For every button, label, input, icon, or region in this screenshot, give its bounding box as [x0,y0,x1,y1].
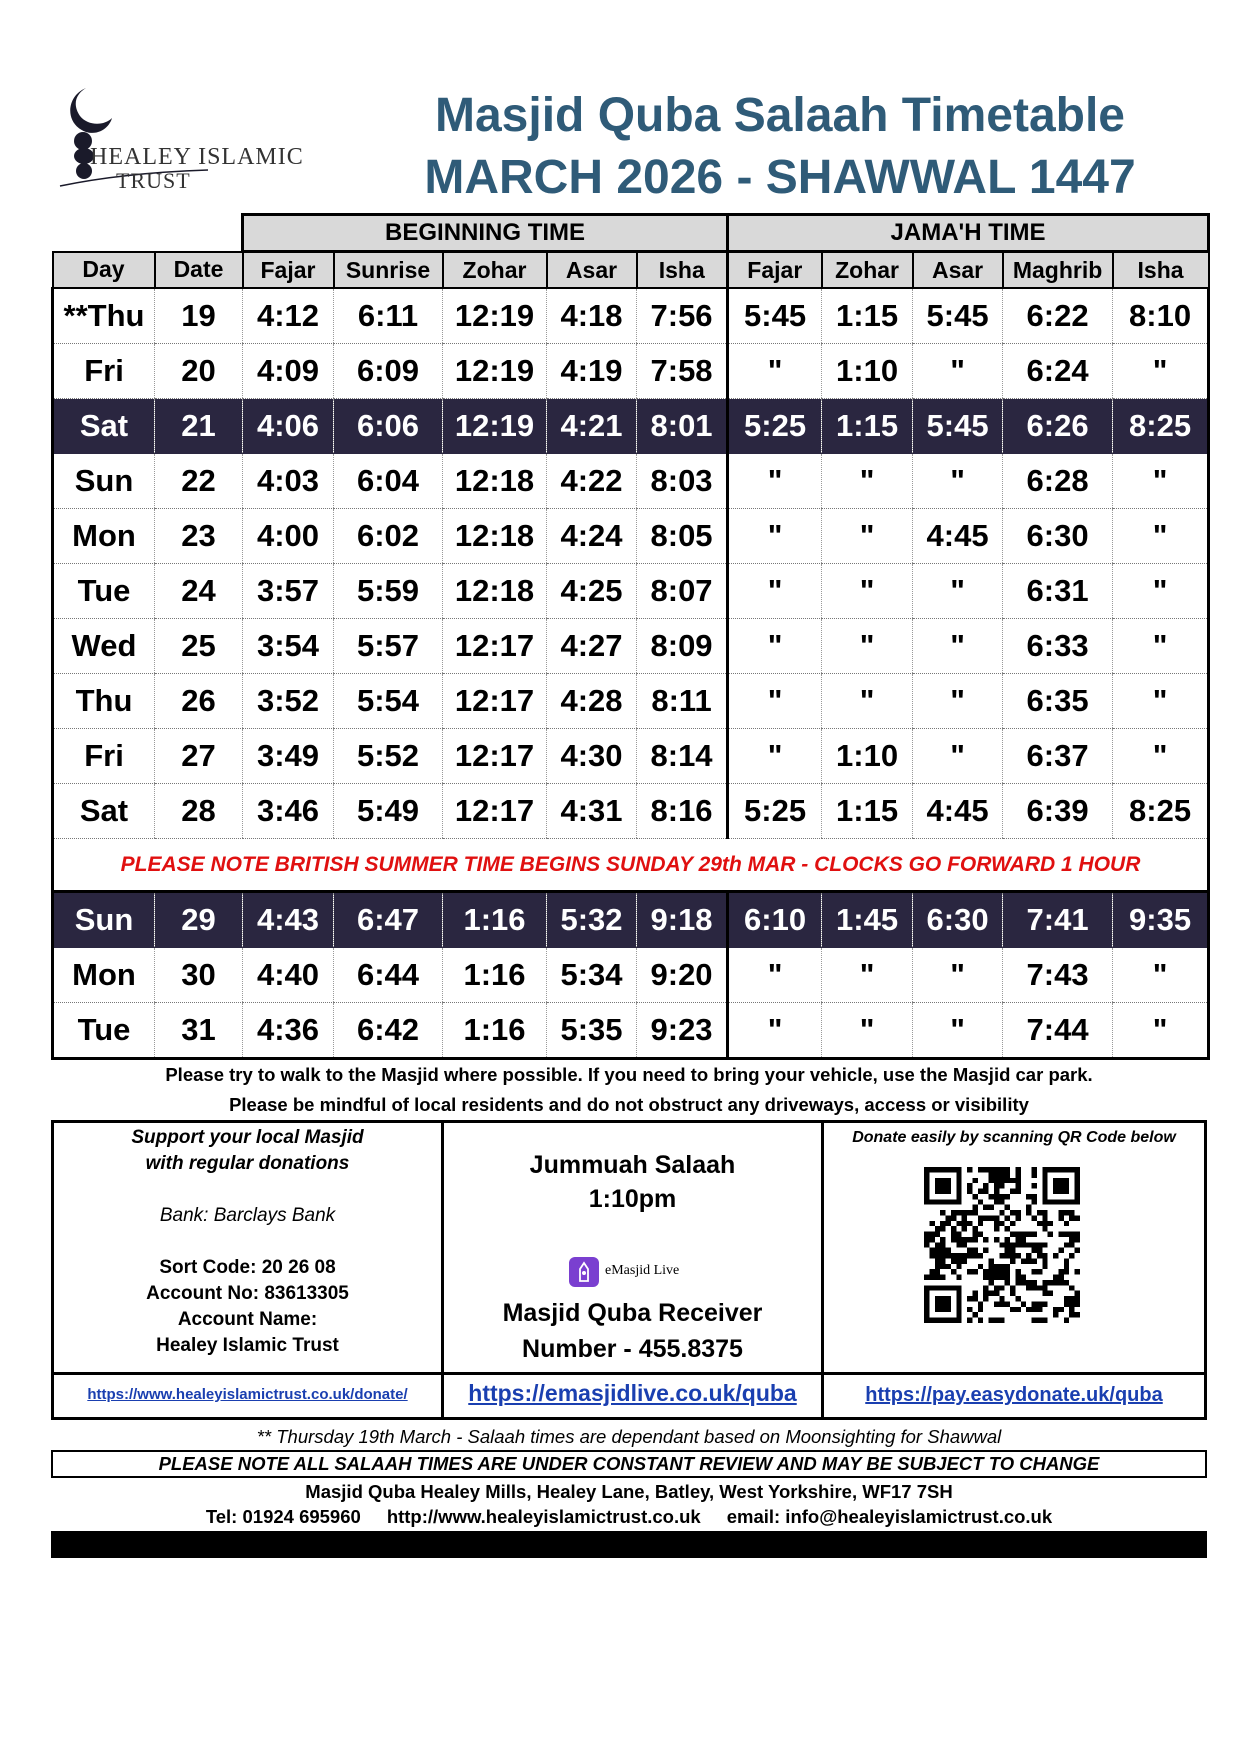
jummuah-box [444,1123,824,1417]
cell-day: Sat [53,399,155,454]
cell-maghrib-jamah: 6:37 [1003,729,1113,784]
col-header-asar-jamah: Asar [913,252,1003,289]
page-title: Masjid Quba Salaah Timetable [435,89,1125,142]
cell-isha-begin: 9:18 [637,892,728,948]
col-header-zohar-jamah: Zohar [822,252,913,289]
easydonate-link[interactable]: https://pay.easydonate.uk/quba [865,1384,1163,1406]
cell-date: 19 [155,288,243,344]
cell-asar-jamah: 5:45 [913,288,1003,344]
cell-isha-begin: 8:14 [637,729,728,784]
email[interactable]: email: info@healeyislamictrust.co.uk [726,1506,1053,1527]
table-row [53,892,1209,948]
receiver-line2: Number - 455.8375 [522,1335,743,1363]
qr-caption: Donate easily by scanning QR Code below [852,1129,1176,1146]
cell-asar-begin: 5:32 [547,892,637,948]
col-header-isha-jamah: Isha [1113,252,1209,289]
cell-fajar-begin: 3:46 [243,784,334,839]
emasjidlive-link[interactable]: https://emasjidlive.co.uk/quba [468,1380,797,1406]
table-row [53,564,1209,619]
cell-zohar-begin: 12:17 [443,784,547,839]
cell-isha-begin: 8:01 [637,399,728,454]
cell-maghrib-jamah: 6:30 [1003,509,1113,564]
jamah-time-header: JAMA'H TIME [728,215,1209,252]
cell-date: 23 [155,509,243,564]
cell-isha-begin: 8:03 [637,454,728,509]
cell-maghrib-jamah: 6:28 [1003,454,1113,509]
cell-asar-begin: 4:18 [547,288,637,344]
cell-zohar-jamah: 1:15 [822,784,913,839]
cell-fajar-jamah: " [728,509,822,564]
donation-heading-line1: Support your local Masjid [131,1127,364,1148]
cell-zohar-jamah: " [822,509,913,564]
cell-day: Fri [53,344,155,399]
cell-day: Mon [53,509,155,564]
cell-day: Fri [53,729,155,784]
cell-isha-jamah: " [1113,509,1209,564]
col-header-fajar-begin: Fajar [243,252,334,289]
cell-date: 27 [155,729,243,784]
cell-asar-begin: 5:34 [547,948,637,1003]
cell-asar-jamah: " [913,454,1003,509]
account-name-label: Account Name: [177,1309,318,1330]
cell-isha-jamah: 8:25 [1113,399,1209,454]
cell-isha-jamah: " [1113,1003,1209,1059]
cell-zohar-begin: 12:18 [443,454,547,509]
info-section [51,1120,1207,1420]
cell-sunrise: 5:57 [334,619,443,674]
cell-asar-jamah: 4:45 [913,509,1003,564]
cell-sunrise: 6:06 [334,399,443,454]
cell-day: Wed [53,619,155,674]
cell-day: Tue [53,564,155,619]
cell-asar-begin: 4:30 [547,729,637,784]
moonsighting-note: ** Thursday 19th March - Salaah times are dependant based on Moonsighting for Shawwal [256,1426,1002,1447]
cell-isha-begin: 7:58 [637,344,728,399]
account-number: Account No: 83613305 [146,1283,349,1304]
cell-fajar-begin: 3:52 [243,674,334,729]
cell-zohar-begin: 12:19 [443,288,547,344]
cell-zohar-begin: 12:19 [443,344,547,399]
cell-isha-jamah: 8:25 [1113,784,1209,839]
donation-heading-line2: with regular donations [145,1153,350,1174]
cell-fajar-begin: 4:40 [243,948,334,1003]
cell-maghrib-jamah: 6:26 [1003,399,1113,454]
cell-asar-jamah: 6:30 [913,892,1003,948]
walk-note: Please try to walk to the Masjid where possible. If you need to bring your vehicle, use the Masjid car park. [165,1064,1093,1085]
cell-fajar-begin: 3:54 [243,619,334,674]
cell-sunrise: 5:59 [334,564,443,619]
cell-sunrise: 5:52 [334,729,443,784]
cell-zohar-jamah: 1:15 [822,288,913,344]
cell-zohar-jamah: " [822,674,913,729]
cell-isha-jamah: 8:10 [1113,288,1209,344]
emasjid-live-icon [569,1257,599,1287]
cell-sunrise: 6:02 [334,509,443,564]
cell-zohar-jamah: " [822,948,913,1003]
cell-asar-begin: 4:25 [547,564,637,619]
cell-isha-jamah: " [1113,674,1209,729]
cell-zohar-jamah: 1:10 [822,729,913,784]
cell-zohar-begin: 12:17 [443,619,547,674]
table-row [53,729,1209,784]
sort-code: Sort Code: 20 26 08 [159,1257,336,1278]
cell-day: Thu [53,674,155,729]
col-header-day: Day [53,252,155,289]
donate-link[interactable]: https://www.healeyislamictrust.co.uk/donate/ [87,1386,408,1403]
cell-zohar-begin: 1:16 [443,948,547,1003]
cell-asar-begin: 4:24 [547,509,637,564]
col-header-isha-begin: Isha [637,252,728,289]
cell-fajar-jamah: " [728,564,822,619]
cell-sunrise: 6:44 [334,948,443,1003]
cell-fajar-jamah: " [728,1003,822,1059]
cell-isha-begin: 8:16 [637,784,728,839]
cell-sunrise: 6:09 [334,344,443,399]
cell-day: Sun [53,454,155,509]
cell-sunrise: 6:42 [334,1003,443,1059]
cell-isha-begin: 8:11 [637,674,728,729]
cell-zohar-jamah: 1:15 [822,399,913,454]
cell-fajar-begin: 4:09 [243,344,334,399]
cell-day: Sat [53,784,155,839]
col-header-asar-begin: Asar [547,252,637,289]
cell-asar-jamah: " [913,948,1003,1003]
cell-date: 29 [155,892,243,948]
qr-code[interactable] [924,1167,1080,1323]
cell-date: 30 [155,948,243,1003]
cell-maghrib-jamah: 7:44 [1003,1003,1113,1059]
cell-fajar-begin: 4:00 [243,509,334,564]
footer-bar [51,1531,1207,1558]
col-header-maghrib-jamah: Maghrib [1003,252,1113,289]
cell-isha-begin: 8:07 [637,564,728,619]
cell-fajar-jamah: 5:25 [728,784,822,839]
healey-islamic-trust-logo [58,86,308,191]
contact-line [51,1506,1207,1528]
cell-maghrib-jamah: 6:33 [1003,619,1113,674]
cell-zohar-begin: 12:17 [443,729,547,784]
account-name: Healey Islamic Trust [156,1335,339,1356]
cell-fajar-begin: 4:03 [243,454,334,509]
website[interactable]: http://www.healeyislamictrust.co.uk [386,1506,701,1527]
cell-asar-jamah: " [913,344,1003,399]
cell-asar-begin: 4:28 [547,674,637,729]
group-header-row [53,215,1209,252]
bst-notice-row [53,839,1209,892]
salaah-timetable [51,213,1210,1060]
cell-asar-begin: 4:21 [547,399,637,454]
col-header-date: Date [155,252,243,289]
col-header-fajar-jamah: Fajar [728,252,822,289]
cell-zohar-jamah: " [822,564,913,619]
cell-sunrise: 6:11 [334,288,443,344]
cell-fajar-jamah: " [728,344,822,399]
bank-name: Bank: Barclays Bank [159,1205,336,1226]
cell-date: 31 [155,1003,243,1059]
table-row [53,399,1209,454]
cell-isha-jamah: " [1113,729,1209,784]
cell-zohar-begin: 1:16 [443,892,547,948]
cell-fajar-begin: 4:06 [243,399,334,454]
cell-isha-begin: 7:56 [637,288,728,344]
cell-zohar-begin: 12:18 [443,509,547,564]
cell-date: 26 [155,674,243,729]
cell-isha-jamah: " [1113,619,1209,674]
cell-sunrise: 5:49 [334,784,443,839]
logo-text-line2: TRUST [116,168,191,193]
cell-fajar-begin: 4:36 [243,1003,334,1059]
jummuah-title: Jummuah Salaah [529,1151,736,1179]
cell-isha-begin: 8:05 [637,509,728,564]
page-subtitle: MARCH 2026 - SHAWWAL 1447 [424,151,1136,204]
cell-sunrise: 5:54 [334,674,443,729]
cell-asar-jamah: " [913,619,1003,674]
cell-maghrib-jamah: 6:35 [1003,674,1113,729]
cell-fajar-jamah: " [728,948,822,1003]
review-notice: PLEASE NOTE ALL SALAAH TIMES ARE UNDER CONSTANT REVIEW AND MAY BE SUBJECT TO CHANGE [51,1450,1207,1478]
cell-zohar-jamah: 1:45 [822,892,913,948]
cell-asar-begin: 4:19 [547,344,637,399]
cell-sunrise: 6:04 [334,454,443,509]
table-row [53,344,1209,399]
table-row [53,509,1209,564]
cell-fajar-jamah: " [728,729,822,784]
cell-maghrib-jamah: 6:22 [1003,288,1113,344]
cell-date: 25 [155,619,243,674]
cell-asar-begin: 4:22 [547,454,637,509]
cell-fajar-jamah: 5:45 [728,288,822,344]
cell-fajar-jamah: 6:10 [728,892,822,948]
telephone: Tel: 01924 695960 [205,1506,361,1527]
cell-fajar-begin: 4:43 [243,892,334,948]
cell-asar-begin: 4:27 [547,619,637,674]
cell-fajar-begin: 3:49 [243,729,334,784]
cell-asar-jamah: " [913,564,1003,619]
table-row [53,288,1209,344]
table-row [53,454,1209,509]
cell-isha-jamah: " [1113,948,1209,1003]
cell-day: Tue [53,1003,155,1059]
jummuah-time: 1:10pm [588,1185,677,1213]
cell-fajar-jamah: 5:25 [728,399,822,454]
cell-fajar-jamah: " [728,619,822,674]
cell-zohar-jamah: " [822,454,913,509]
cell-asar-jamah: " [913,1003,1003,1059]
cell-asar-jamah: 5:45 [913,399,1003,454]
cell-zohar-begin: 12:17 [443,674,547,729]
cell-asar-begin: 5:35 [547,1003,637,1059]
cell-date: 21 [155,399,243,454]
table-row [53,674,1209,729]
cell-asar-jamah: " [913,674,1003,729]
bst-notice: PLEASE NOTE BRITISH SUMMER TIME BEGINS SUNDAY 29th MAR - CLOCKS GO FORWARD 1 HOUR [53,839,1209,892]
cell-fajar-jamah: " [728,454,822,509]
table-row [53,619,1209,674]
col-header-zohar-begin: Zohar [443,252,547,289]
cell-zohar-begin: 12:19 [443,399,547,454]
cell-asar-begin: 4:31 [547,784,637,839]
cell-maghrib-jamah: 6:24 [1003,344,1113,399]
cell-zohar-begin: 1:16 [443,1003,547,1059]
residents-note: Please be mindful of local residents and do not obstruct any driveways, access or visibility [229,1094,1029,1115]
receiver-line1: Masjid Quba Receiver [502,1299,763,1327]
cell-isha-begin: 8:09 [637,619,728,674]
cell-date: 22 [155,454,243,509]
cell-fajar-jamah: " [728,674,822,729]
column-header-row [53,252,1209,289]
cell-date: 28 [155,784,243,839]
cell-isha-jamah: " [1113,564,1209,619]
cell-isha-begin: 9:23 [637,1003,728,1059]
cell-zohar-jamah: 1:10 [822,344,913,399]
cell-asar-jamah: " [913,729,1003,784]
cell-isha-jamah: " [1113,344,1209,399]
cell-day: Sun [53,892,155,948]
cell-isha-begin: 9:20 [637,948,728,1003]
logo-text-line1: HEALEY ISLAMIC [90,144,304,170]
cell-isha-jamah: " [1113,454,1209,509]
cell-zohar-jamah: " [822,1003,913,1059]
cell-sunrise: 6:47 [334,892,443,948]
cell-maghrib-jamah: 6:39 [1003,784,1113,839]
table-row [53,784,1209,839]
col-header-sunrise: Sunrise [334,252,443,289]
emasjid-live-brand: eMasjid Live [605,1263,680,1278]
cell-fajar-begin: 4:12 [243,288,334,344]
cell-fajar-begin: 3:57 [243,564,334,619]
cell-maghrib-jamah: 6:31 [1003,564,1113,619]
beginning-time-header: BEGINNING TIME [243,215,728,252]
table-row [53,948,1209,1003]
cell-zohar-begin: 12:18 [443,564,547,619]
cell-date: 24 [155,564,243,619]
cell-zohar-jamah: " [822,619,913,674]
cell-asar-jamah: 4:45 [913,784,1003,839]
table-row [53,1003,1209,1059]
address: Masjid Quba Healey Mills, Healey Lane, Batley, West Yorkshire, WF17 7SH [305,1481,953,1502]
cell-maghrib-jamah: 7:43 [1003,948,1113,1003]
cell-maghrib-jamah: 7:41 [1003,892,1113,948]
cell-isha-jamah: 9:35 [1113,892,1209,948]
cell-day: Mon [53,948,155,1003]
cell-date: 20 [155,344,243,399]
qr-donate-box [824,1123,1204,1417]
cell-day: **Thu [53,288,155,344]
donation-details-box [54,1123,444,1417]
